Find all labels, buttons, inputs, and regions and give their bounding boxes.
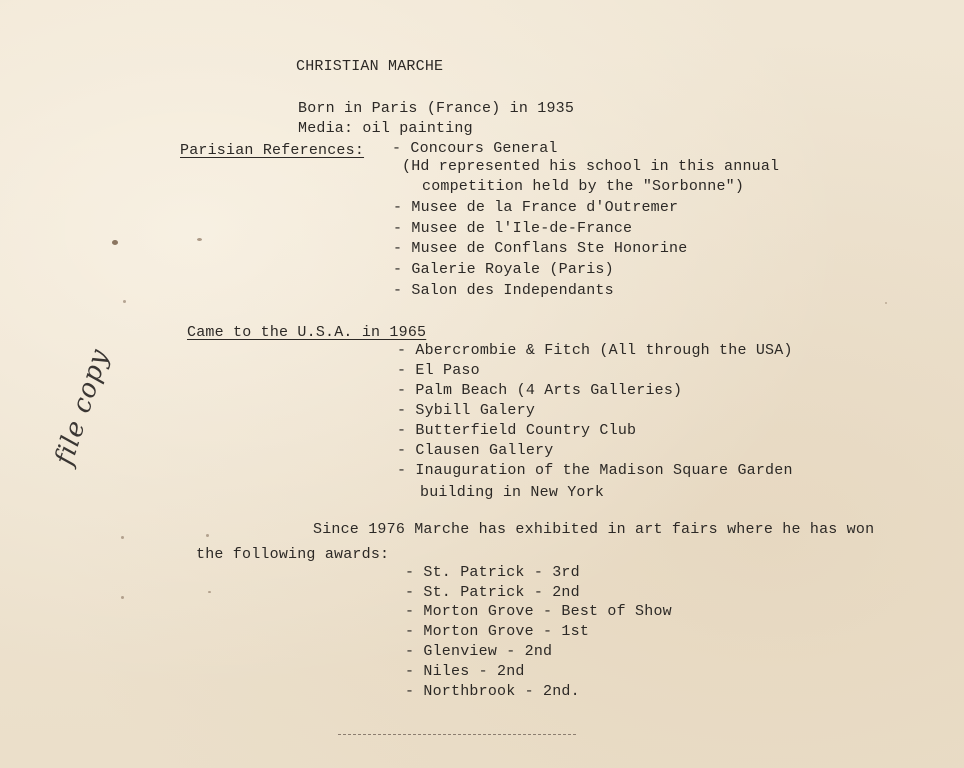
paper-speck xyxy=(121,536,124,539)
awards-intro-line-1: Since 1976 Marche has exhibited in art fairs where he has won xyxy=(313,521,875,538)
paper-speck xyxy=(121,596,124,599)
paper-speck xyxy=(112,240,118,245)
award-item: - Morton Grove - Best of Show xyxy=(405,603,672,620)
born-line: Born in Paris (France) in 1935 xyxy=(298,100,575,117)
parisian-item: - Musee de Conflans Ste Honorine xyxy=(393,240,688,257)
usa-item: - Inauguration of the Madison Square Garden xyxy=(397,462,793,479)
parisian-item: - Galerie Royale (Paris) xyxy=(393,261,614,278)
usa-item: - Butterfield Country Club xyxy=(397,422,637,439)
parisian-item: - Salon des Independants xyxy=(393,282,614,299)
bottom-dashed-line xyxy=(338,734,576,735)
usa-item: - Abercrombie & Fitch (All through the USA) xyxy=(397,342,793,359)
document-title: CHRISTIAN MARCHE xyxy=(296,58,444,75)
paper-speck xyxy=(206,534,209,537)
usa-heading: Came to the U.S.A. in 1965 xyxy=(187,324,427,341)
usa-item: - El Paso xyxy=(397,362,480,379)
paper-speck xyxy=(197,238,202,241)
award-item: - Morton Grove - 1st xyxy=(405,623,590,640)
parisian-first-item: - Concours General xyxy=(392,140,558,157)
award-item: - Northbrook - 2nd. xyxy=(405,683,580,700)
usa-item: - Palm Beach (4 Arts Galleries) xyxy=(397,382,683,399)
award-item: - St. Patrick - 2nd xyxy=(405,584,580,601)
award-item: - St. Patrick - 3rd xyxy=(405,564,580,581)
parisian-item: - Musee de l'Ile-de-France xyxy=(393,220,633,237)
paper-speck xyxy=(208,591,211,593)
media-line: Media: oil painting xyxy=(298,120,473,137)
usa-item: - Sybill Galery xyxy=(397,402,536,419)
usa-item: - Clausen Gallery xyxy=(397,442,554,459)
parisian-heading: Parisian References: xyxy=(180,142,365,159)
parisian-note-line-2: competition held by the "Sorbonne") xyxy=(422,178,745,195)
award-item: - Niles - 2nd xyxy=(405,663,525,680)
parisian-item: - Musee de la France d'Outremer xyxy=(393,199,679,216)
award-item: - Glenview - 2nd xyxy=(405,643,553,660)
usa-item-continuation: building in New York xyxy=(420,484,605,501)
paper-speck xyxy=(885,302,887,304)
awards-intro-line-2: the following awards: xyxy=(196,546,390,563)
paper-speck xyxy=(123,300,126,303)
handwritten-margin-note: file copy xyxy=(49,345,116,469)
parisian-note-line-1: (Hd represented his school in this annual xyxy=(402,158,780,175)
